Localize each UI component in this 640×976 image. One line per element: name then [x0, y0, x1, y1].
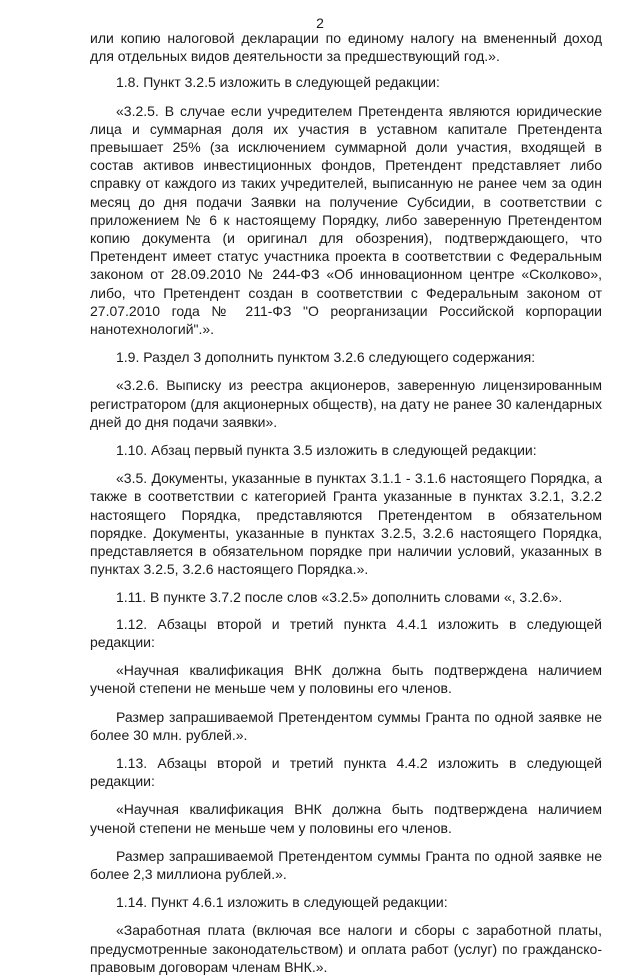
paragraph-item-1-12: 1.12. Абзацы второй и третий пункта 4.4.1 изложить в следующей редакции: [90, 615, 602, 650]
paragraph-quote-grant-amount-2: Размер запрашиваемой Претендентом суммы Гранта по одной заявке не более 2,3 миллиона рублей.». [90, 847, 602, 882]
paragraph-quote-salary: «Заработная плата (включая все налоги и сборы с заработной платы, предусмотренные законодательством) и оплата работ (услуг) по гражданско-правовым договорам членам ВНК.». [90, 922, 602, 975]
paragraph-quote-qualification-2: «Научная квалификация ВНК должна быть подтверждена наличием ученой степени не меньше чем у половины его членов. [90, 801, 602, 836]
paragraph-item-1-11: 1.11. В пункте 3.7.2 после слов «3.2.5» дополнить словами «, 3.2.6». [116, 589, 563, 606]
paragraph-item-1-14: 1.14. Пункт 4.6.1 изложить в следующей редакции: [116, 894, 448, 911]
document-body [90, 29, 602, 976]
paragraph-quote-qualification-1: «Научная квалификация ВНК должна быть подтверждена наличием ученой степени не меньше чем у половины его членов. [90, 662, 602, 697]
paragraph-item-1-9: 1.9. Раздел 3 дополнить пунктом 3.2.6 следующего содержания: [116, 349, 536, 366]
page-number: 2 [316, 15, 324, 31]
paragraph-quote-3-5: «3.5. Документы, указанные в пунктах 3.1.1 - 3.1.6 настоящего Порядка, а также в соответствии с категорией Гранта указанные в пунктах 3.2.1, 3.2.2 настоящего Порядка, представляются Претендентом в обязательном порядке. Документы, указанные в пунктах 3.2.5, 3.2.6 настоящего Порядка, представляется в обязательном порядке при наличии условий, указанных в пунктах 3.2.5, 3.2.6 настоящего Порядка.». [90, 470, 602, 578]
paragraph-quote-3-2-5: «3.2.5. В случае если учредителем Претендента являются юридические лица и суммарная доля их участия в уставном капитале Претендента превышает 25% (за исключением суммарной доли участия, входящей в состав активов инвестиционных фондов, Претендент представляет либо справку от каждого из таких учредителей, выписанную не ранее чем за один месяц до дня подачи Заявки на получение Субсидии, в соответствии с приложением № 6 к настоящему Порядку, либо заверенную Претендентом копию документа (и оригинал для обозрения), подтверждающего, что Претендент имеет статус участника проекта в соответствии с Федеральным законом от 28.09.2010 № 244-ФЗ «Об инновационном центре «Сколково», либо, что Претендент создан в соответствии с Федеральным законом от 27.07.2010 года № 211-ФЗ "О реорганизации Российской корпорации нанотехнологий".». [90, 102, 602, 338]
paragraph-item-1-10: 1.10. Абзац первый пункта 3.5 изложить в следующей редакции: [116, 442, 537, 459]
paragraph-quote-3-2-6: «3.2.6. Выписку из реестра акционеров, заверенную лицензированным регистратором (для акционерных обществ), на дату не ранее 30 календарных дней до дня подачи заявки». [90, 377, 602, 430]
paragraph-continuation: или копию налоговой декларации по единому налогу на вмененный доход для отдельных видов деятельности за предшествующий год.». [90, 30, 602, 65]
paragraph-quote-grant-amount-1: Размер запрашиваемой Претендентом суммы Гранта по одной заявке не более 30 млн. рублей.». [90, 708, 602, 743]
paragraph-item-1-8: 1.8. Пункт 3.2.5 изложить в следующей редакции: [116, 74, 440, 91]
paragraph-item-1-13: 1.13. Абзацы второй и третий пункта 4.4.2 изложить в следующей редакции: [90, 754, 602, 790]
